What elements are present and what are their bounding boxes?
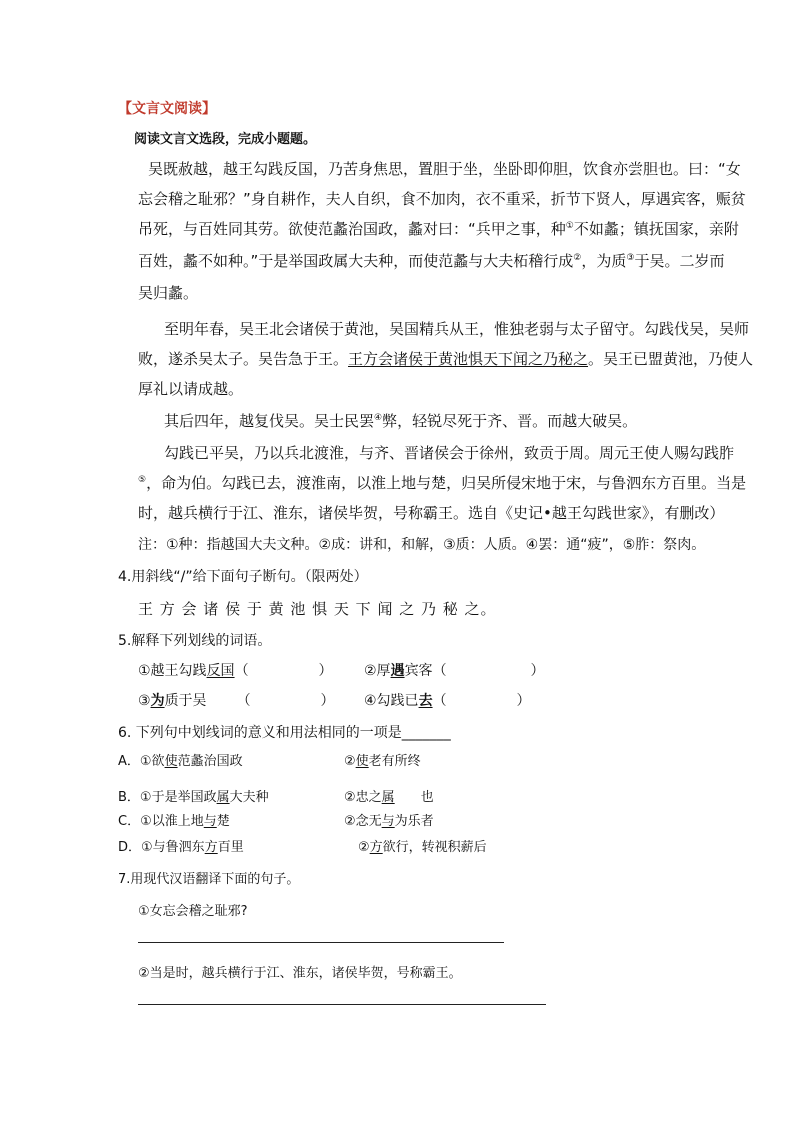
text-segment: 于吴。二岁而: [634, 252, 725, 270]
question-6-stem: 6. 下列句中划线词的意义和用法相同的一项是_______: [118, 725, 451, 741]
underlined-word: 方: [204, 840, 218, 855]
option-label: B．: [118, 790, 140, 805]
text-segment: ①与鲁泗东: [141, 840, 205, 855]
text-segment: ②: [358, 840, 370, 855]
text-segment: ①欲: [139, 754, 165, 769]
answer-blank[interactable]: （ ）: [432, 693, 531, 709]
passage-p4-line1: 勾践已平吴，乃以兵北渡淮，与齐、晋诸侯会于徐州，致贡于周。周元王使人赐勾践胙: [164, 444, 735, 462]
underlined-word: 使: [355, 754, 369, 769]
question-4-stem: 4.用斜线“/”给下面句子断句。（限两处）: [118, 569, 368, 585]
q6-option-c-second: [344, 810, 434, 829]
passage-p2-line2: [138, 348, 753, 369]
passage-p1-line3: [138, 218, 739, 239]
text-segment: 弊，轻锐尽死于齐、晋。而越大破吴。: [382, 412, 638, 430]
text-segment: ②忠之: [344, 790, 382, 805]
footnote-marker: ②: [573, 253, 582, 263]
q6-option-a-second: [344, 750, 421, 769]
passage-p3-line1: [164, 410, 637, 431]
text-segment: 范蠡治国政: [177, 754, 243, 769]
footnotes: 注：①种：指越国大夫文种。②成：讲和，和解，③质：人质。④罢：通“疲”，⑤胙：祭肉。: [138, 537, 706, 553]
text-segment: 楚: [216, 814, 230, 829]
text-segment: 不如蠡；镇抚国家，亲附: [573, 220, 739, 238]
text-segment: 宾客: [404, 663, 433, 679]
answer-blank[interactable]: （ ）: [236, 693, 335, 709]
q7-sentence-1: ①女忘会稽之耻邪?: [138, 904, 248, 919]
text-segment: 吊死，与百姓同其劳。欲使范蠡治国政，蠡对曰：“兵甲之事，种: [138, 220, 566, 238]
text-segment: ①于是举国政: [139, 790, 217, 805]
passage-p1-line2: 忘会稽之耻邪？”身自耕作，夫人自织，食不加肉，衣不重采，折节下贤人，厚遇宾客，赈贫: [138, 190, 746, 208]
underlined-word: 使: [164, 754, 178, 769]
question-4-sentence: 王 方 会 诸 侯 于 黄 池 惧 天 下 闻 之 乃 秘 之。: [138, 600, 497, 618]
passage-p1-line1: 吴既赦越，越王勾践反国，乃苦身焦思，置胆于坐，坐卧即仰胆，饮食亦尝胆也。曰：“女: [148, 160, 741, 178]
underlined-word: 与: [381, 814, 395, 829]
section-title: 【文言文阅读】: [118, 101, 216, 117]
underlined-sentence: 王方会诸侯于黄池惧天下闻之乃秘之: [348, 350, 589, 368]
q6-option-b-second: [344, 786, 434, 805]
q7-sentence-2: ②当是时，越兵横行于江、淮东，诸侯毕贺，号称霸王。: [138, 966, 462, 981]
text-segment: 百姓，蠡不如种。”于是举国政属大夫种，而使范蠡与大夫柘稽行成: [138, 252, 574, 270]
footnote-marker: ④: [374, 413, 383, 423]
q6-option-b: [118, 786, 269, 805]
text-segment: 欲行，转视积薪后: [382, 840, 487, 855]
text-segment: ①越王勾践: [138, 663, 207, 679]
underlined-word: 属: [216, 790, 230, 805]
footnote-marker: ③: [626, 253, 635, 263]
passage-p2-line1: 至明年春，吴王北会诸侯于黄池，吴国精兵从王，惟独老弱与太子留守。勾践伐吴，吴师: [164, 320, 750, 338]
text-segment: ④勾践已: [364, 693, 419, 709]
text-segment: ，命为伯。勾践已去，渡淮南，以淮上地与楚，归吴所侵宋地于宋，与鲁泗东方百里。当是: [146, 474, 747, 492]
passage-p4-line2: [138, 472, 746, 493]
underlined-word: 与: [203, 814, 217, 829]
underlined-word: 遇: [390, 663, 405, 679]
text-segment: 大夫种: [229, 790, 269, 805]
text-segment: 为乐者: [394, 814, 434, 829]
passage-p4-line3: 时，越兵横行于江、淮东，诸侯毕贺，号称霸王。选自《史记•越王勾践世家》，有删改）: [138, 504, 725, 522]
text-segment: 质于吴: [164, 693, 207, 709]
question-5-stem: 5.解释下列划线的词语。: [118, 633, 272, 649]
q6-option-a: [118, 750, 243, 769]
text-segment: 老有所终: [368, 754, 421, 769]
underlined-word: 属: [381, 790, 395, 805]
underlined-word: 反国: [206, 663, 235, 679]
option-label: A．: [118, 754, 140, 769]
text-segment: ②: [344, 754, 356, 769]
q6-option-d-second: [358, 836, 487, 855]
underlined-word: 方: [369, 840, 383, 855]
q6-option-c: [118, 810, 230, 829]
text-segment: ①以淮上地: [140, 814, 204, 829]
question-7-stem: 7.用现代汉语翻译下面的句子。: [118, 872, 300, 887]
answer-blank[interactable]: （ ）: [234, 663, 333, 679]
q6-option-d: [118, 836, 244, 855]
answer-line-2[interactable]: [138, 1004, 546, 1005]
q5-item-1: [138, 660, 333, 680]
text-segment: 其后四年，越复伐吴。吴士民罢: [164, 412, 375, 430]
answer-line-1[interactable]: [138, 942, 504, 943]
text-segment: 。吴王已盟黄池，乃使人: [588, 350, 754, 368]
text-segment: 百里: [217, 840, 244, 855]
instruction: 阅读文言文选段，完成小题题。: [134, 132, 317, 147]
passage-p1-line4: [138, 250, 724, 271]
option-label: D．: [118, 840, 142, 855]
underlined-word: 去: [418, 693, 433, 709]
text-segment: ③: [138, 693, 151, 709]
q5-item-4: [364, 690, 531, 710]
text-segment: ②厚: [364, 663, 391, 679]
passage-p1-line5: 吴归蠡。: [138, 284, 199, 302]
underlined-word: 为: [150, 693, 165, 709]
footnote-marker: ⑤: [138, 475, 147, 485]
text-segment: 也: [394, 790, 434, 805]
q5-item-2: [364, 660, 545, 680]
text-segment: 败，遂杀吴太子。吴告急于王。: [138, 350, 349, 368]
answer-blank[interactable]: （ ）: [432, 663, 545, 679]
q5-item-3: [138, 690, 335, 710]
text-segment: ，为质: [581, 252, 627, 270]
option-label: C．: [118, 814, 141, 829]
footnote-marker: ①: [565, 221, 574, 231]
text-segment: ②念无: [344, 814, 382, 829]
passage-p2-line3: 厚礼以请成越。: [138, 380, 244, 398]
